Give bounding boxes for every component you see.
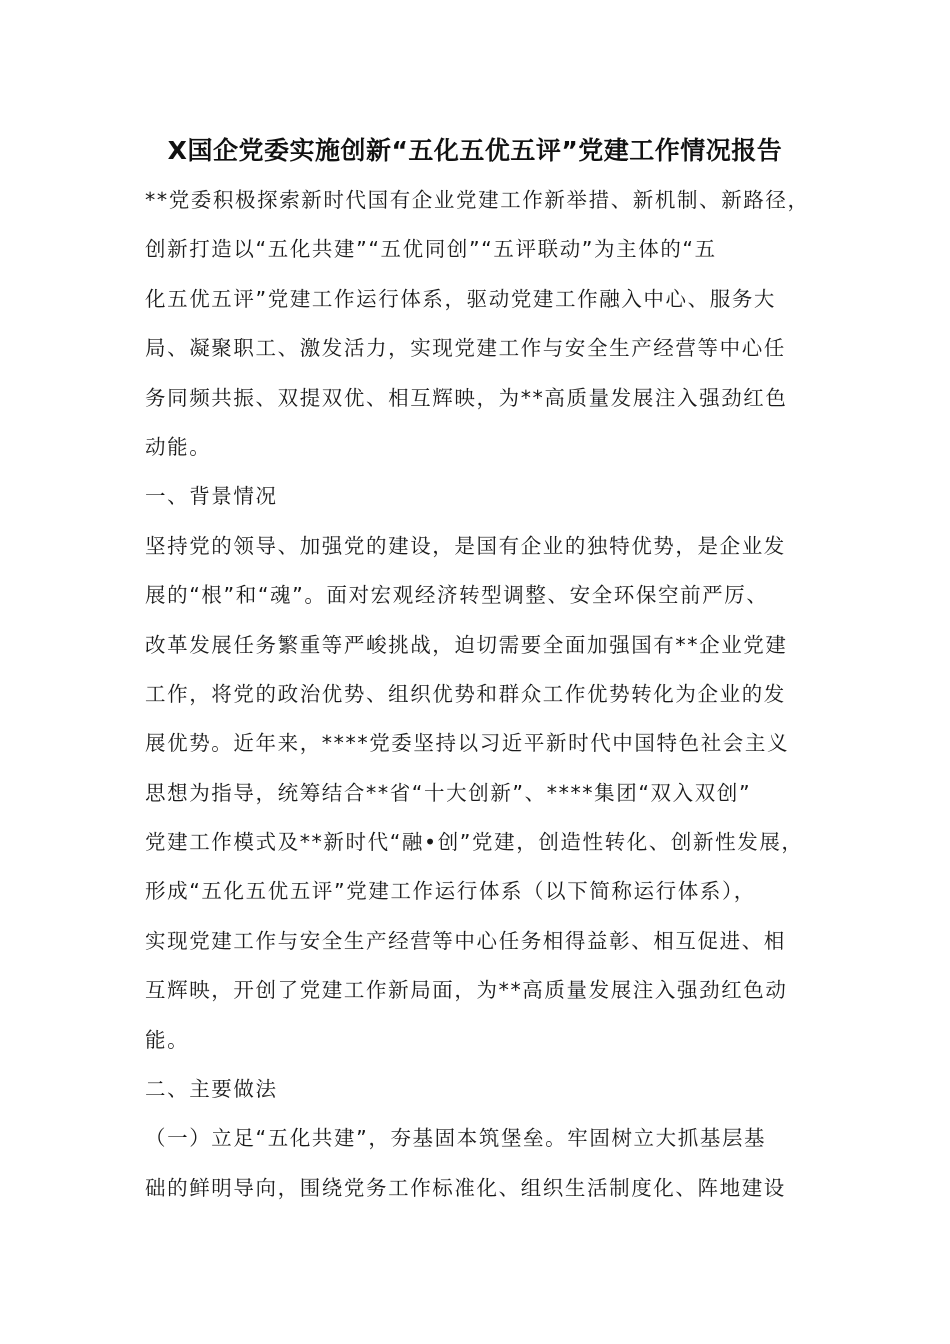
- body-line: 础的鲜明导向，围绕党务工作标准化、组织生活制度化、阵地建设: [145, 1175, 786, 1200]
- body-line: 能。: [145, 1027, 190, 1052]
- body-line: 坚持党的领导、加强党的建设，是国有企业的独特优势，是企业发: [145, 533, 786, 558]
- body-line: （一）立足“五化共建”，夯基固本筑堡垒。牢固树立大抓基层基: [145, 1126, 767, 1151]
- document-title: X国企党委实施创新“五化五优五评”党建工作情况报告: [167, 136, 783, 165]
- body-line: 展优势。近年来，****党委坚持以习近平新时代中国特色社会主义: [145, 731, 790, 756]
- body-line: **党委积极探索新时代国有企业党建工作新举措、新机制、新路径，: [145, 188, 810, 212]
- body-line: 创新打造以“五化共建”“五优同创”“五评联动”为主体的“五: [145, 237, 717, 262]
- body-line: 局、凝聚职工、激发活力，实现党建工作与安全生产经营等中心任: [145, 336, 786, 361]
- section-heading: 一、背景情况: [145, 484, 278, 509]
- body-line: 化五优五评”党建工作运行体系，驱动党建工作融入中心、服务大: [145, 286, 777, 311]
- document-body: [145, 176, 845, 1213]
- body-line: 互辉映，开创了党建工作新局面，为**高质量发展注入强劲红色动: [145, 978, 788, 1003]
- body-line: 务同频共振、双提双优、相互辉映，为**高质量发展注入强劲红色: [145, 385, 788, 410]
- body-line: 展的“根”和“魂”。面对宏观经济转型调整、安全环保空前严厉、: [145, 583, 769, 608]
- body-line: 改革发展任务繁重等严峻挑战，迫切需要全面加强国有**企业党建: [145, 632, 788, 657]
- body-line: 动能。: [145, 434, 212, 459]
- section-heading: 二、主要做法: [145, 1077, 278, 1102]
- body-line: 形成“五化五优五评”党建工作运行体系（以下简称运行体系），: [145, 879, 756, 904]
- body-line: 工作，将党的政治优势、组织优势和群众工作优势转化为企业的发: [145, 681, 786, 706]
- body-line: 实现党建工作与安全生产经营等中心任务相得益彰、相互促进、相: [145, 928, 786, 953]
- body-line: 党建工作模式及**新时代“融•创”党建，创造性转化、创新性发展，: [145, 830, 804, 855]
- body-line: 思想为指导，统筹结合**省“十大创新”、****集团“双入双创”: [145, 780, 752, 805]
